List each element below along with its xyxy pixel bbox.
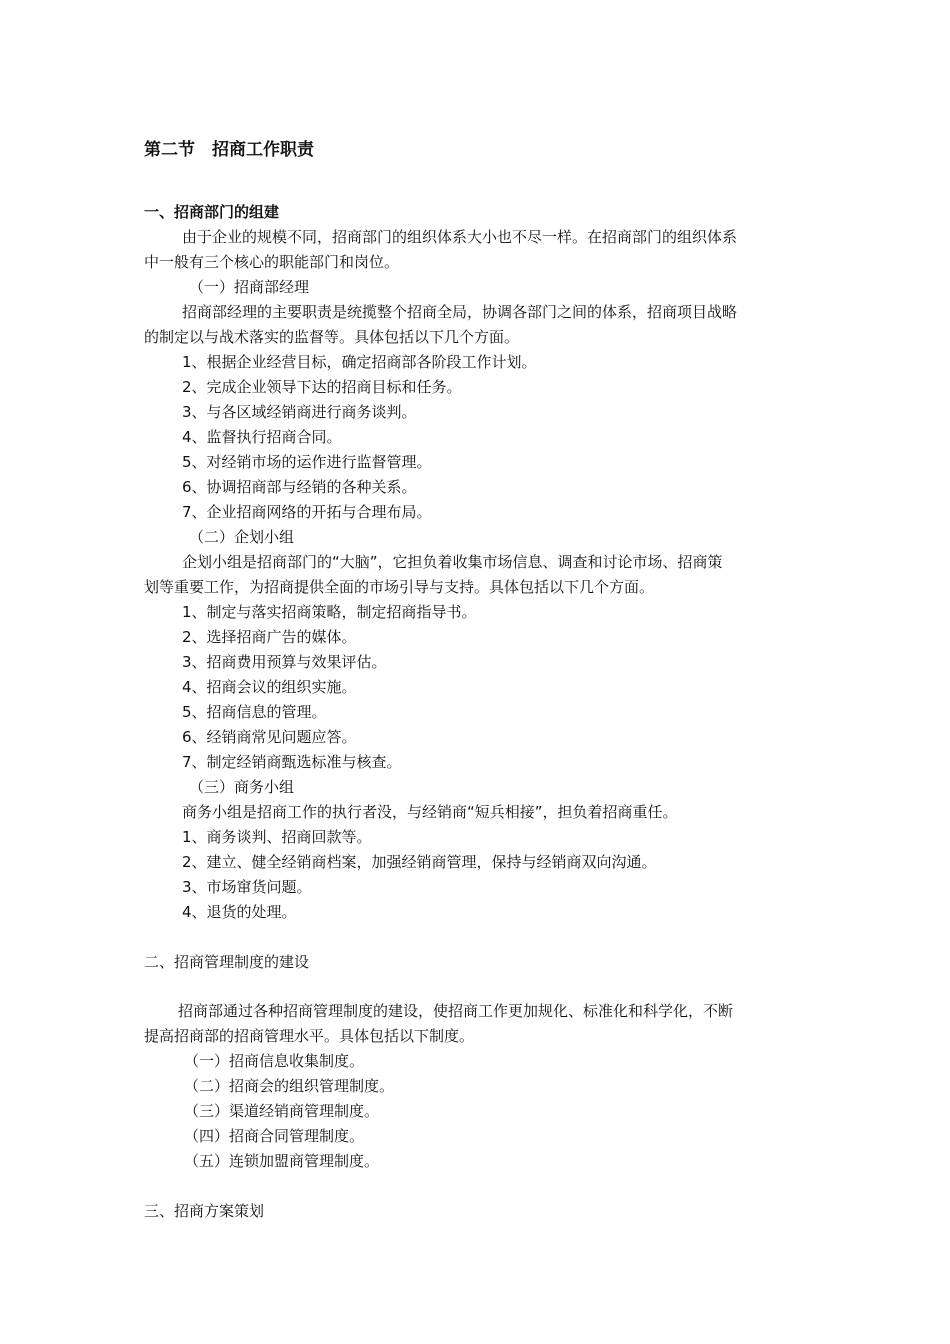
list-item: 5、对经销市场的运作进行监督管理。 (182, 453, 432, 471)
part3-heading: 三、招商方案策划 (144, 1202, 265, 1220)
paragraph-line: 企划小组是招商部门的“大脑”，它担负着收集市场信息、调查和讨论市场、招商策 (182, 553, 723, 571)
list-item: 6、协调招商部与经销的各种关系。 (182, 478, 417, 496)
paragraph-line: 招商部经理的主要职责是统揽整个招商全局，协调各部门之间的体系，招商项目战略 (182, 303, 738, 321)
subheading: （二）企划小组 (189, 528, 295, 546)
list-item: （四）招商合同管理制度。 (184, 1127, 365, 1145)
list-item: 5、招商信息的管理。 (182, 703, 327, 721)
list-item: 6、经销商常见问题应答。 (182, 728, 357, 746)
list-item: （三）渠道经销商管理制度。 (184, 1102, 380, 1120)
list-item: 4、招商会议的组织实施。 (182, 678, 357, 696)
subheading: （三）商务小组 (189, 778, 295, 796)
list-item: （二）招商会的组织管理制度。 (184, 1077, 395, 1095)
list-item: 3、与各区域经销商进行商务谈判。 (182, 403, 417, 421)
list-item: 2、建立、健全经销商档案，加强经销商管理，保持与经销商双向沟通。 (182, 853, 657, 871)
list-item: 7、制定经销商甄选标准与核查。 (182, 753, 402, 771)
part2-heading: 二、招商管理制度的建设 (144, 953, 310, 971)
paragraph-line: 的制定以与战术落实的监督等。具体包括以下几个方面。 (144, 328, 520, 346)
list-item: （一）招商信息收集制度。 (184, 1052, 365, 1070)
list-item: 7、企业招商网络的开拓与合理布局。 (182, 503, 432, 521)
list-item: 4、退货的处理。 (182, 903, 297, 921)
list-item: 2、完成企业领导下达的招商目标和任务。 (182, 378, 462, 396)
list-item: 2、选择招商广告的媒体。 (182, 628, 357, 646)
list-item: 4、监督执行招商合同。 (182, 428, 342, 446)
subheading: （一）招商部经理 (189, 278, 310, 296)
list-item: 1、根据企业经营目标，确定招商部各阶段工作计划。 (182, 353, 537, 371)
paragraph-line: 招商部通过各种招商管理制度的建设，使招商工作更加规化、标准化和科学化，不断 (178, 1002, 734, 1020)
list-item: 3、市场窜货问题。 (182, 878, 312, 896)
paragraph-line: 商务小组是招商工作的执行者没，与经销商“短兵相接”，担负着招商重任。 (182, 803, 678, 821)
paragraph-line: 提高招商部的招商管理水平。具体包括以下制度。 (144, 1027, 475, 1045)
list-item: 3、招商费用预算与效果评估。 (182, 653, 387, 671)
paragraph-line: 由于企业的规模不同，招商部门的组织体系大小也不尽一样。在招商部门的组织体系 (182, 228, 738, 246)
list-item: 1、商务谈判、招商回款等。 (182, 828, 372, 846)
part1-heading: 一、招商部门的组建 (144, 203, 280, 221)
list-item: （五）连锁加盟商管理制度。 (184, 1152, 380, 1170)
paragraph-line: 划等重要工作，为招商提供全面的市场引导与支持。具体包括以下几个方面。 (144, 578, 655, 596)
paragraph-line: 中一般有三个核心的职能部门和岗位。 (144, 253, 400, 271)
section-title: 第二节 招商工作职责 (144, 140, 314, 160)
list-item: 1、制定与落实招商策略，制定招商指导书。 (182, 603, 477, 621)
